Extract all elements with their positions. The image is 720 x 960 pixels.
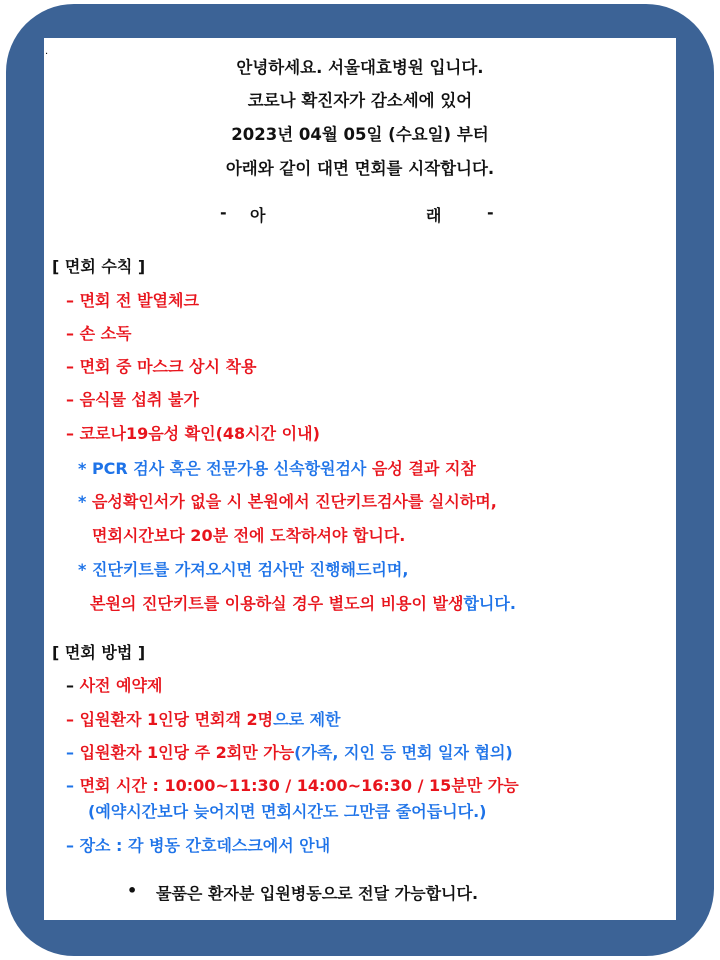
method-limit <box>66 707 341 730</box>
are-char-1: 아 <box>250 206 266 225</box>
method-time <box>66 773 519 796</box>
rule-item: – 음식물 섭취 불가 <box>66 390 199 409</box>
bring-note-2 <box>90 591 516 614</box>
time-note: (예약시간보다 늦어지면 면회시간도 그만큼 줄어듭니다.) <box>88 802 487 821</box>
intro-line-3: 2023년 04월 05일 (수요일) 부터 <box>231 125 489 144</box>
intro-line-2: 코로나 확진자가 감소세에 있어 <box>247 91 473 110</box>
limit-blue: 으로 제한 <box>273 710 341 729</box>
rule-item: – 면회 전 발열체크 <box>66 291 199 310</box>
pcr-note-red: 음성 결과 지참 <box>366 459 476 478</box>
weekly-dash: – <box>66 743 80 762</box>
reservation-text: 사전 예약제 <box>79 676 163 695</box>
kit-note-1-text: 음성확인서가 없을 시 본원에서 진단키트검사를 실시하며, <box>91 492 497 511</box>
time-red: 면회 시간 : 10:00~11:30 / 14:00~16:30 / 15분만 가능 <box>79 776 519 795</box>
time-dash: – <box>66 776 80 795</box>
footer-bullet: • <box>127 881 138 900</box>
limit-red: – 입원환자 1인당 면회객 2명 <box>66 710 274 729</box>
are-dash-right: - <box>487 203 494 222</box>
bring-note-2-blue: 합니다. <box>463 594 516 613</box>
pcr-note <box>78 456 476 479</box>
are-char-2: 래 <box>426 206 442 225</box>
pcr-note-blue: * PCR 검사 혹은 전문가용 신속항원검사 <box>78 459 367 478</box>
weekly-blue: (가족, 지인 등 면회 일자 협의) <box>294 743 513 762</box>
rules-heading: [ 면회 수칙 ] <box>52 257 146 276</box>
are-dash-left: - <box>220 203 227 222</box>
kit-note-star: * <box>78 492 92 511</box>
kit-note-1 <box>78 489 497 512</box>
method-weekly <box>66 740 513 763</box>
weekly-red: 입원환자 1인당 주 2회만 가능 <box>79 743 295 762</box>
bring-note-1: * 진단키트를 가져오시면 검사만 진행해드리며, <box>78 560 409 579</box>
rule-item: – 면회 중 마스크 상시 착용 <box>66 357 257 376</box>
intro-line-1: 안녕하세요. 서울대효병원 입니다. <box>236 58 484 77</box>
method-heading: [ 면회 방법 ] <box>52 643 146 662</box>
corner-dot: . <box>45 46 49 57</box>
method-reservation <box>66 673 162 696</box>
kit-note-2: 면회시간보다 20분 전에 도착하셔야 합니다. <box>92 526 406 545</box>
rule-item: – 코로나19음성 확인(48시간 이내) <box>66 424 320 443</box>
footer-text: 물품은 환자분 입원병동으로 전달 가능합니다. <box>156 884 479 903</box>
rule-item: – 손 소독 <box>66 324 132 343</box>
intro-line-4: 아래와 같이 대면 면회를 시작합니다. <box>225 159 495 178</box>
bring-note-2-red: 본원의 진단키트를 이용하실 경우 별도의 비용이 발생 <box>90 594 464 613</box>
method-place: – 장소 : 각 병동 간호데스크에서 안내 <box>66 836 331 855</box>
reservation-dash: – <box>66 676 80 695</box>
